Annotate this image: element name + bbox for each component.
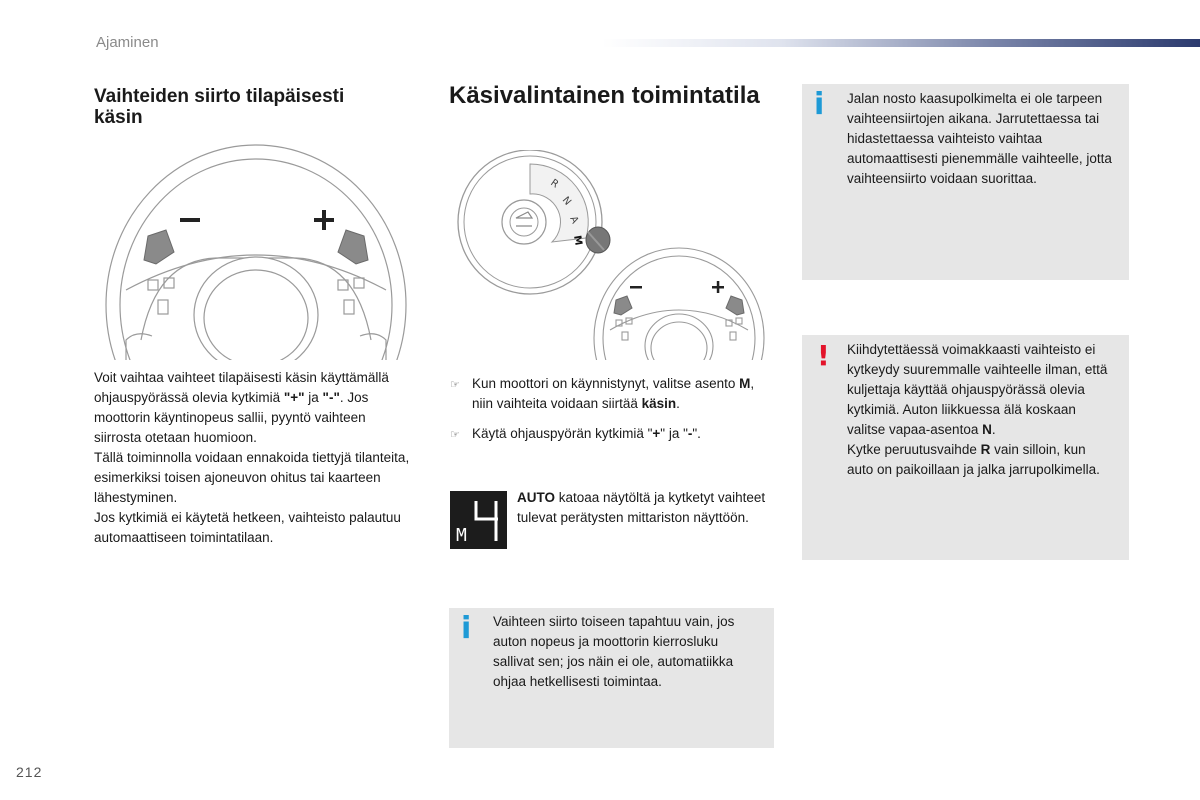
- plus-icon-v: [322, 210, 326, 230]
- selector-letter-a: A: [567, 214, 581, 226]
- middle-bullets: [450, 374, 770, 445]
- info-icon: i: [461, 611, 472, 646]
- selector-letter-r: R: [548, 177, 561, 191]
- minus-icon: [180, 218, 200, 222]
- left-para1: Voit vaihtaa vaihteet tilapäisesti käsin käyttämällä ohjauspyörässä olevia kytkimiä "+" ja "-". Jos moottorin käyntinopeus sallii, pyyntö vaihteen siirrosta otetaan huomioon.: [94, 370, 389, 445]
- gear-display-icon: [450, 491, 507, 549]
- left-para2: Tällä toiminnolla voidaan ennakoida tiettyjä tilanteita, esimerkiksi toisen ajoneuvon ohitus tai kaarteen lähestyminen.: [94, 450, 410, 505]
- selector-letter-m: M: [571, 234, 584, 247]
- middle-info-text: Vaihteen siirto toiseen tapahtuu vain, jos auton nopeus ja moottorin kierrosluku sallivat sen; jos näin ei ole, automatiikka ohjaa hetkellisesti toimintaa.: [493, 614, 735, 689]
- auto-display-text: AUTO katoaa näytöltä ja kytketyt vaihteet tulevat perätysten mittariston näyttöön.: [517, 490, 766, 525]
- bullet-item-1: [450, 374, 770, 414]
- section-label: Ajaminen: [96, 34, 159, 51]
- display-mode-letter: M: [456, 525, 467, 546]
- bullet1-text: Kun moottori on käynnistynyt, valitse asento M, niin vaihteita voidaan siirtää käsin.: [472, 376, 755, 411]
- left-para3: Jos kytkimiä ei käytetä hetkeen, vaihteisto palautuu automaattiseen toimintatilaan.: [94, 510, 401, 545]
- bullet2-text: Käytä ohjauspyörän kytkimiä "+" ja "-".: [472, 426, 701, 441]
- middle-info-box: [449, 608, 774, 748]
- left-section-title: [94, 86, 394, 128]
- info-icon: i: [814, 87, 825, 122]
- bullet-marker-icon: ☞: [450, 379, 460, 391]
- steering-wheel-paddles-illustration: [96, 140, 416, 362]
- middle-section-title: Käsivalintainen toimintatila: [449, 82, 760, 109]
- right-info-box: [802, 84, 1129, 280]
- header-gradient-bar: [602, 39, 1200, 47]
- selector-letter-n: N: [559, 194, 573, 208]
- page-number: 212: [16, 764, 43, 780]
- left-body-text: [94, 368, 416, 548]
- right-warning-text: Kiihdytettäessä voimakkaasti vaihteisto ei kytkeydy suuremmalle vaihteelle ilman, että kuljettaja käyttää ohjauspyörässä olevia kytkimiä. Auton liikkuessa älä koskaan valitse vapaa-asentoa N. Kytke peruutusvaihde R vain silloin, kun auto on paikoillaan ja jalka jarrupolkimella.: [847, 342, 1108, 477]
- display-digit-four-icon: [472, 497, 502, 543]
- small-steering-wheel-illustration: [590, 246, 768, 362]
- bullet-marker-icon: ☞: [450, 429, 460, 441]
- warning-icon: !: [817, 339, 830, 372]
- right-info-text: Jalan nosto kaasupolkimelta ei ole tarpeen vaihteensiirtojen aikana. Jarrutettaessa tai hidastettaessa vaihteisto vaihtaa automaattisesti pienemmälle vaihteelle, jotta vaihteensiirto voidaan suorittaa.: [847, 91, 1112, 186]
- bullet-item-2: [450, 424, 770, 445]
- left-title-line2: käsin: [94, 107, 143, 128]
- left-title-line1: Vaihteiden siirto tilapäisesti: [94, 86, 345, 107]
- right-warning-box: [802, 335, 1129, 560]
